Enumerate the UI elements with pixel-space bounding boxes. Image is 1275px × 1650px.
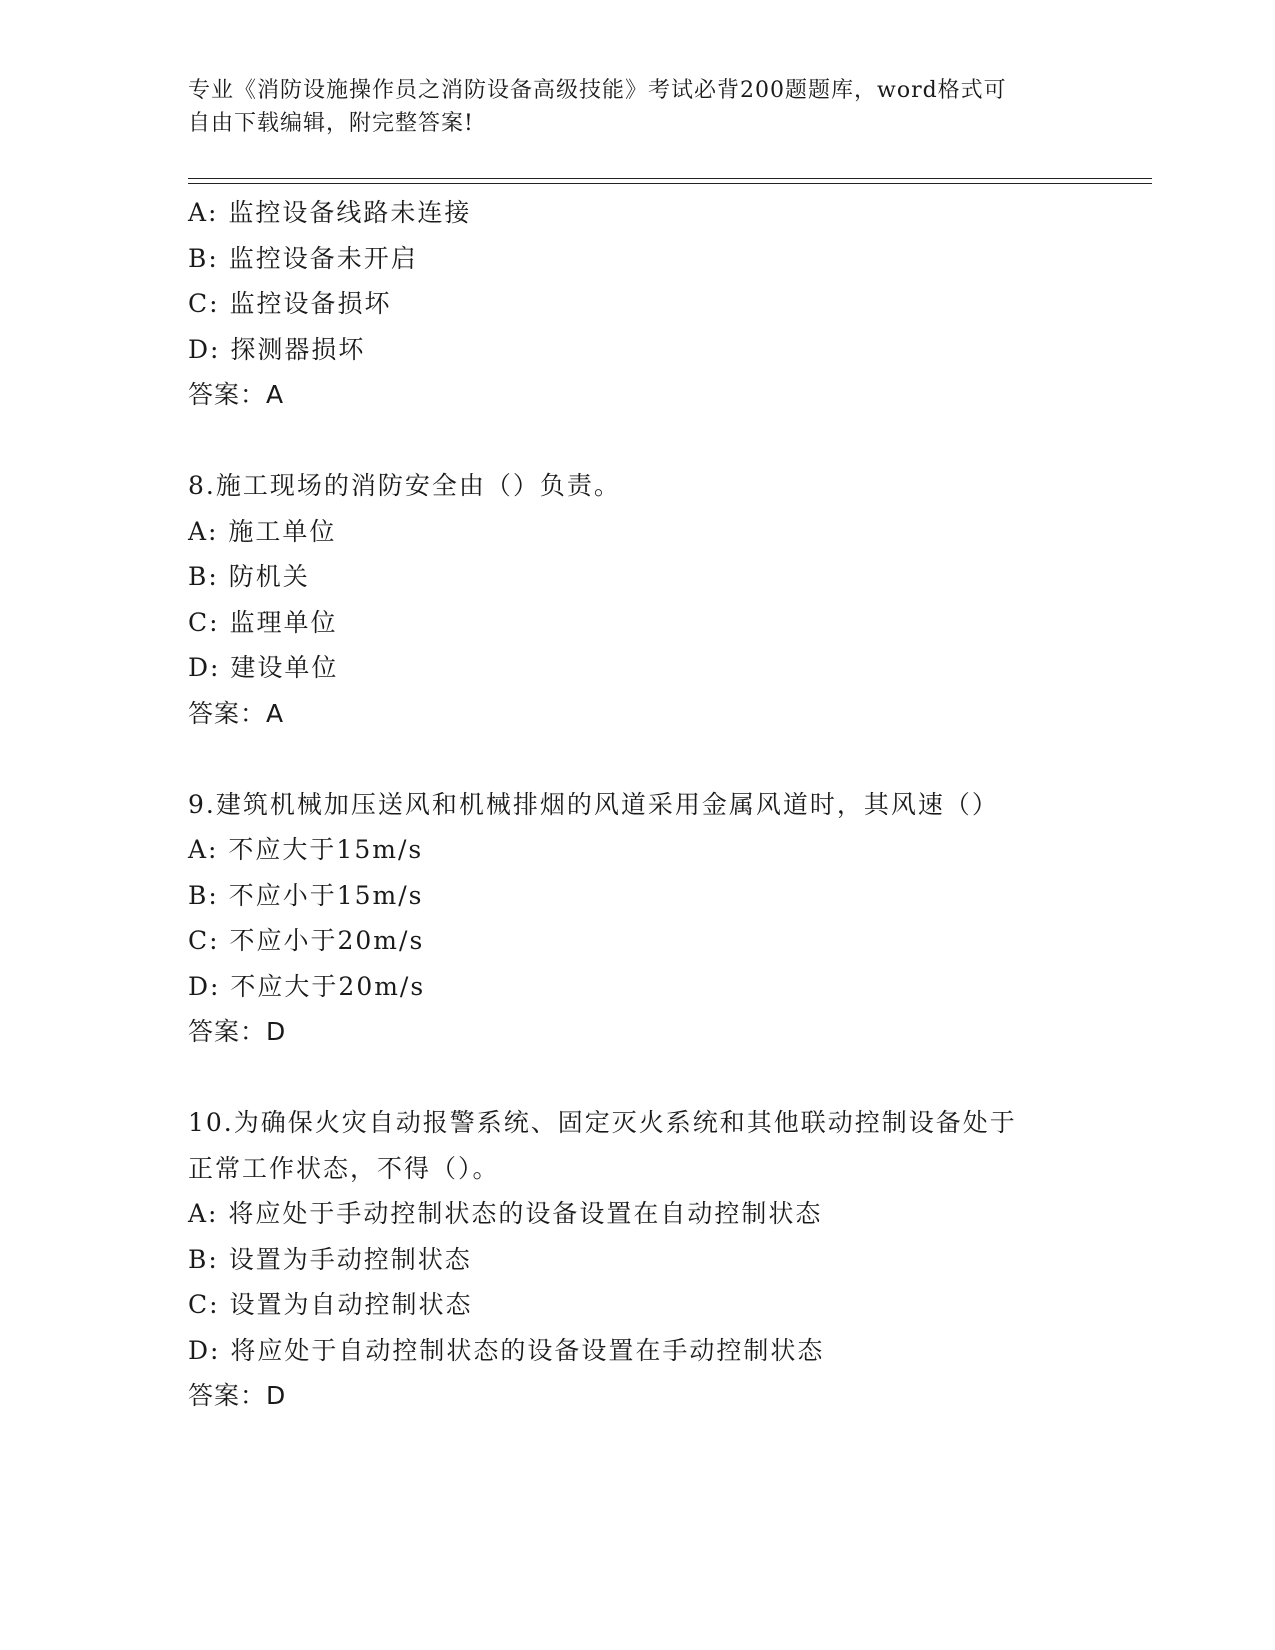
question-9 bbox=[188, 782, 1128, 1055]
question-list bbox=[188, 190, 1128, 1419]
option-a: A: 监控设备线路未连接 bbox=[188, 198, 472, 227]
option-b: B: 防机关 bbox=[188, 562, 310, 591]
option-b: B: 监控设备未开启 bbox=[188, 243, 418, 273]
question-stem: 9.建筑机械加压送风和机械排烟的风道采用金属风道时，其风速（） bbox=[188, 789, 999, 819]
option-b: B: 设置为手动控制状态 bbox=[188, 1244, 472, 1274]
option-d: D: 建设单位 bbox=[188, 653, 339, 682]
option-c: C: 不应小于20m/s bbox=[188, 926, 425, 955]
option-a: A: 不应大于15m/s bbox=[188, 835, 424, 864]
spacer bbox=[188, 1055, 1128, 1101]
question-8 bbox=[188, 463, 1128, 736]
question-stem-line-2: 正常工作状态，不得（）。 bbox=[188, 1153, 500, 1183]
question-stem: 8.施工现场的消防安全由（）负责。 bbox=[188, 471, 621, 500]
option-d: D: 将应处于自动控制状态的设备设置在手动控制状态 bbox=[188, 1335, 825, 1365]
question-10 bbox=[188, 1100, 1128, 1419]
option-a: A: 将应处于手动控制状态的设备设置在自动控制状态 bbox=[188, 1199, 823, 1228]
document-header bbox=[188, 74, 1068, 140]
spacer bbox=[188, 736, 1128, 782]
option-d: D: 不应大于20m/s bbox=[188, 971, 426, 1001]
header-divider-bottom bbox=[188, 183, 1152, 184]
answer-line: 答案：D bbox=[188, 1017, 287, 1046]
header-line-2: 自由下载编辑，附完整答案! bbox=[188, 111, 474, 136]
option-a: A: 施工单位 bbox=[188, 516, 337, 546]
option-c: C: 监控设备损坏 bbox=[188, 289, 392, 318]
answer-line: 答案：A bbox=[188, 698, 285, 728]
option-d: D: 探测器损坏 bbox=[188, 334, 366, 364]
header-divider-top bbox=[188, 178, 1152, 179]
header-line-1: 专业《消防设施操作员之消防设备高级技能》考试必背200题题库，word格式可 bbox=[188, 78, 1007, 103]
option-c: C: 设置为自动控制状态 bbox=[188, 1290, 473, 1319]
question-stem-line-1: 10.为确保火灾自动报警系统、固定灭火系统和其他联动控制设备处于 bbox=[188, 1108, 1017, 1137]
option-c: C: 监理单位 bbox=[188, 607, 338, 637]
answer-line: 答案：D bbox=[188, 1381, 287, 1410]
spacer bbox=[188, 418, 1128, 464]
answer-line: 答案：A bbox=[188, 380, 285, 409]
question-7 bbox=[188, 190, 1128, 418]
option-b: B: 不应小于15m/s bbox=[188, 880, 424, 910]
